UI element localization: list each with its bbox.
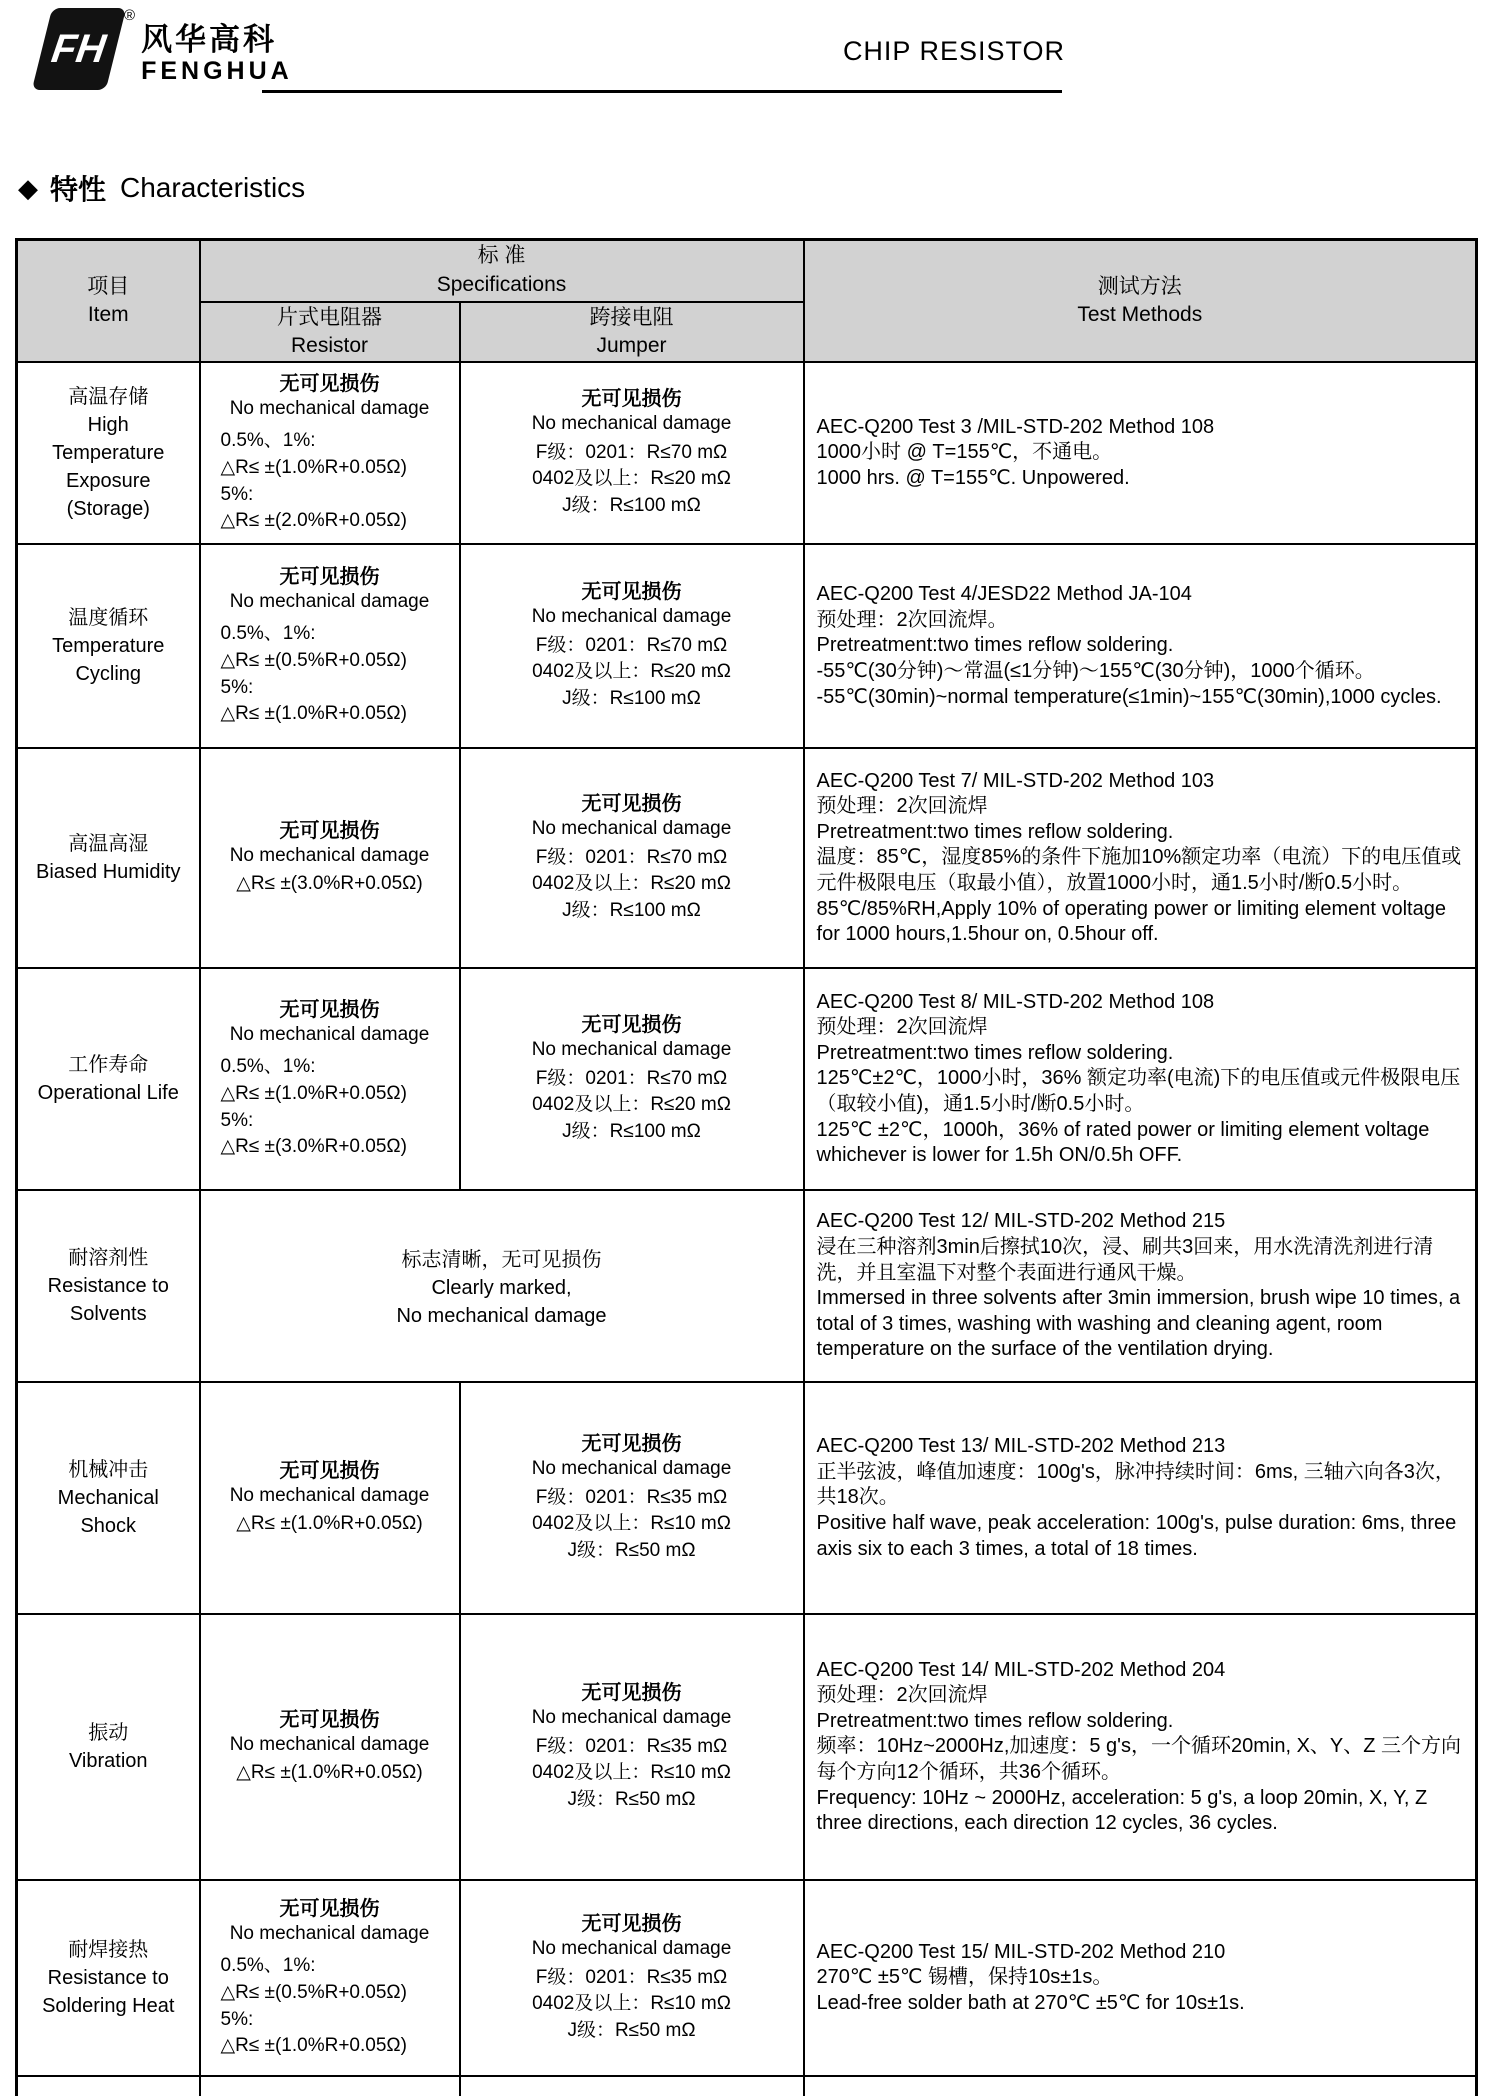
section-title-en: Characteristics <box>120 172 306 203</box>
test-methods-cell <box>804 1190 1477 1382</box>
col-header-item-cn: 项目 <box>87 274 130 298</box>
item-label: 机械冲击 Mechanical Shock <box>57 1459 159 1538</box>
test-methods-cell <box>804 2076 1477 2096</box>
jumper-spec-cell <box>460 748 804 968</box>
item-label: 工作寿命 Operational Life <box>37 1054 179 1105</box>
test-methods-cell <box>804 1880 1477 2076</box>
spec-head-en: No mechanical damage <box>229 397 430 419</box>
table-row-mechanical-shock <box>17 1382 1477 1614</box>
test-methods-cell <box>804 1382 1477 1614</box>
spec-head-cn: 无可见损伤 <box>581 1432 682 1455</box>
merged-spec-cell <box>200 1190 804 1382</box>
jumper-spec-cell <box>460 1382 804 1614</box>
logo-monogram: FH <box>49 26 109 71</box>
spec-head-cn: 无可见损伤 <box>581 792 682 815</box>
spec-limits: F级：0201：R≤35 mΩ 0402及以上：R≤10 mΩ J级：R≤50 mΩ <box>532 1735 731 1810</box>
table-row-vibration <box>17 1614 1477 1880</box>
spec-limits: F级：0201：R≤35 mΩ 0402及以上：R≤10 mΩ J级：R≤50 mΩ <box>532 1966 731 2041</box>
test-method-text: AEC-Q200 Test 15/ MIL-STD-202 Method 210 270℃ ±5℃ 锡槽，保持10s±1s。 Lead-free solder bath at 270℃ ±5℃ for 10s±1s. <box>816 1940 1245 2014</box>
item-cell <box>17 1382 200 1614</box>
spec-limits: 0.5%、1%: △R≤ ±(0.5%R+0.05Ω) 5%: △R≤ ±(1.0%R+0.05Ω) <box>220 623 407 725</box>
jumper-spec-cell <box>460 362 804 544</box>
test-method-text: AEC-Q200 Test 8/ MIL-STD-202 Method 108 预处理：2次回流焊 Pretreatment:two times reflow soldering. 125℃±2℃，1000小时，36% 额定功率(电流)下的电压值或元件极限电压（取较小值)，通1.5小时/断0.5小时。 125℃ ±2℃，1000h，36% of rated power or limiting element voltage whichever is lower for 1.5h ON/0.5h OFF. <box>816 990 1461 1167</box>
test-methods-cell <box>804 1614 1477 1880</box>
col-header-resistor <box>200 302 460 363</box>
spec-limits: F级：0201：R≤70 mΩ 0402及以上：R≤20 mΩ J级：R≤100 mΩ <box>532 441 731 516</box>
header-rule <box>262 90 1062 93</box>
fenghua-logo-icon <box>32 8 126 90</box>
spec-head-cn: 无可见损伤 <box>279 372 380 395</box>
test-method-text: AEC-Q200 Test 12/ MIL-STD-202 Method 215 浸在三种溶剂3min后擦拭10次，浸、刷共3回来，用水洗清洗剂进行清洗，并且室温下对整个表面进行通风干燥。 Immersed in three solvents after 3min immersion, brush wipe 10 times, a total of 3 times, washing with washing and cleaning agent, room temperature on the surface of the ventilation drying. <box>816 1210 1461 1361</box>
resistor-spec-cell <box>200 748 460 968</box>
spec-head-en: No mechanical damage <box>531 605 732 627</box>
table-row-resistance-to-solvents <box>17 1190 1477 1382</box>
spec-head-en: No mechanical damage <box>229 1484 430 1506</box>
item-cell <box>17 2076 200 2096</box>
col-header-test-methods <box>804 240 1477 363</box>
table-row-biased-humidity <box>17 748 1477 968</box>
item-cell <box>17 1880 200 2076</box>
resistor-spec-cell <box>200 544 460 748</box>
spec-head-en: No mechanical damage <box>531 1038 732 1060</box>
page-title: CHIP RESISTOR <box>842 36 1065 66</box>
jumper-spec-cell <box>460 544 804 748</box>
col-header-item-en: Item <box>87 303 129 327</box>
item-cell <box>17 544 200 748</box>
section-title <box>18 168 305 208</box>
spec-head-cn: 无可见损伤 <box>279 819 380 842</box>
col-header-jumper-en: Jumper <box>596 333 667 357</box>
test-methods-cell <box>804 544 1477 748</box>
col-header-resistor-en: Resistor <box>290 333 369 357</box>
resistor-spec-cell <box>200 1880 460 2076</box>
spec-limits: 标志清晰，无可见损伤 Clearly marked, No mechanical damage <box>396 1249 607 1328</box>
spec-head-en: No mechanical damage <box>531 1706 732 1728</box>
spec-head-en: No mechanical damage <box>229 590 430 612</box>
spec-head-cn: 无可见损伤 <box>581 1681 682 1704</box>
spec-head-en: No mechanical damage <box>531 1937 732 1959</box>
resistor-spec-cell <box>200 362 460 544</box>
spec-limits: △R≤ ±(1.0%R+0.05Ω) <box>236 1513 423 1535</box>
test-methods-cell <box>804 748 1477 968</box>
col-header-test-cn: 测试方法 <box>1097 274 1182 298</box>
spec-head-cn: 无可见损伤 <box>279 565 380 588</box>
item-cell <box>17 1614 200 1880</box>
test-method-text: AEC-Q200 Test 7/ MIL-STD-202 Method 103 预处理：2次回流焊 Pretreatment:two times reflow soldering. 温度：85℃，湿度85%的条件下施加10%额定功率（电流）下的电压值或元件极限电压（取最小值），放置1000小时，通1.5小时/断0.5小时。 85℃/85%RH,Apply 10% of operating power or limiting element voltage for 1000 hours,1.5hour on, 0.5hour off. <box>816 769 1462 946</box>
resistor-spec-cell <box>200 1382 460 1614</box>
spec-head-cn: 无可见损伤 <box>581 1013 682 1036</box>
jumper-spec-cell <box>460 2076 804 2096</box>
col-header-specifications <box>200 240 804 302</box>
spec-head-en: No mechanical damage <box>531 1457 732 1479</box>
test-methods-cell <box>804 968 1477 1190</box>
spec-head-en: No mechanical damage <box>229 1023 430 1045</box>
resistor-spec-cell <box>200 1614 460 1880</box>
item-label: 高温存储 High Temperature Exposure (Storage) <box>52 386 165 521</box>
item-label: 振动 Vibration <box>68 1722 148 1773</box>
spec-head-cn: 无可见损伤 <box>581 580 682 603</box>
test-method-text: AEC-Q200 Test 4/JESD22 Method JA-104 预处理：2次回流焊。 Pretreatment:two times reflow soldering. -55℃(30分钟)～常温(≤1分钟)～155℃(30分钟)，1000个循环。 -55℃(30min)~normal temperature(≤1min)~155℃(30min),1000 cycles. <box>816 583 1442 708</box>
spec-head-en: No mechanical damage <box>229 1922 430 1944</box>
brand-name-cn: 风华高科 <box>141 22 278 57</box>
table-row-operational-life <box>17 968 1477 1190</box>
spec-limits: △R≤ ±(1.0%R+0.05Ω) <box>236 1762 423 1784</box>
brand-name-en: FENGHUA <box>141 56 293 85</box>
col-header-jumper <box>460 302 804 363</box>
spec-head-cn: 无可见损伤 <box>581 1912 682 1935</box>
spec-limits: 0.5%、1%: △R≤ ±(1.0%R+0.05Ω) 5%: △R≤ ±(3.0%R+0.05Ω) <box>220 1056 407 1158</box>
col-header-spec-en: Specifications <box>436 272 567 296</box>
item-label: 耐溶剂性 Resistance to Solvents <box>47 1247 169 1326</box>
table-row-high-temp-exposure <box>17 362 1477 544</box>
spec-head-cn: 无可见损伤 <box>279 1897 380 1920</box>
brand-text <box>141 22 293 85</box>
col-header-spec-cn: 标 准 <box>477 244 526 268</box>
spec-limits: 0.5%、1%: △R≤ ±(0.5%R+0.05Ω) 5%: △R≤ ±(1.0%R+0.05Ω) <box>220 1955 407 2057</box>
col-header-jumper-cn: 跨接电阻 <box>589 305 674 329</box>
spec-head-en: No mechanical damage <box>229 1733 430 1755</box>
col-header-test-en: Test Methods <box>1077 303 1203 327</box>
spec-limits: F级：0201：R≤70 mΩ 0402及以上：R≤20 mΩ J级：R≤100 mΩ <box>532 846 731 921</box>
col-header-resistor-cn: 片式电阻器 <box>277 305 382 329</box>
test-method-text: AEC-Q200 Test 13/ MIL-STD-202 Method 213 正半弦波，峰值加速度：100g's，脉冲持续时间：6ms, 三轴六向各3次，共18次。 Positive half wave, peak acceleration: 100g's, pulse duration: 6ms, three axis six to each 3 times, a total of 18 times. <box>816 1435 1457 1560</box>
test-method-text: AEC-Q200 Test 14/ MIL-STD-202 Method 204 预处理：2次回流焊 Pretreatment:two times reflow soldering. 频率：10Hz~2000Hz,加速度：5 g's，一个循环20min, X、Y、Z 三个方向每个方向12个循环，共36个循环。 Frequency: 10Hz ~ 2000Hz, acceleration: 5 g's, a loop 20min, X, Y, Z three directions, each direction 12 cycles, 36 cycles. <box>816 1658 1462 1835</box>
resistor-spec-cell <box>200 2076 460 2096</box>
spec-limits: F级：0201：R≤70 mΩ 0402及以上：R≤20 mΩ J级：R≤100 mΩ <box>532 1067 731 1142</box>
spec-limits: F级：0201：R≤35 mΩ 0402及以上：R≤10 mΩ J级：R≤50 mΩ <box>532 1486 731 1561</box>
registered-trademark-icon: ® <box>124 7 136 24</box>
characteristics-table <box>15 238 1478 2096</box>
spec-head-cn: 无可见损伤 <box>279 1708 380 1731</box>
spec-limits: △R≤ ±(3.0%R+0.05Ω) <box>236 873 423 895</box>
diamond-icon: ◆ <box>18 172 38 203</box>
spec-limits: 0.5%、1%: △R≤ ±(1.0%R+0.05Ω) 5%: △R≤ ±(2.0%R+0.05Ω) <box>220 430 407 532</box>
jumper-spec-cell <box>460 1614 804 1880</box>
spec-limits: F级：0201：R≤70 mΩ 0402及以上：R≤20 mΩ J级：R≤100 mΩ <box>532 634 731 709</box>
table-row-temperature-cycling <box>17 544 1477 748</box>
item-label: 高温高湿 Biased Humidity <box>35 833 181 884</box>
spec-head-cn: 无可见损伤 <box>279 998 380 1021</box>
col-header-item <box>17 240 200 363</box>
fenghua-logo <box>42 8 293 90</box>
resistor-spec-cell <box>200 968 460 1190</box>
jumper-spec-cell <box>460 1880 804 2076</box>
item-cell <box>17 748 200 968</box>
item-cell <box>17 362 200 544</box>
item-cell <box>17 1190 200 1382</box>
spec-head-cn: 无可见损伤 <box>581 387 682 410</box>
jumper-spec-cell <box>460 968 804 1190</box>
spec-head-en: No mechanical damage <box>229 844 430 866</box>
spec-head-en: No mechanical damage <box>531 817 732 839</box>
test-method-text: AEC-Q200 Test 3 /MIL-STD-202 Method 108 1000小时 @ T=155℃，不通电。 1000 hrs. @ T=155℃. Unpowered. <box>816 415 1215 489</box>
item-label: 耐焊接热 Resistance to Soldering Heat <box>42 1939 175 2018</box>
section-title-cn: 特性 <box>50 174 107 205</box>
table-header-row-1 <box>17 240 1477 302</box>
item-cell <box>17 968 200 1190</box>
spec-head-cn: 无可见损伤 <box>279 1459 380 1482</box>
table-row-resistance-to-soldering-heat <box>17 1880 1477 2076</box>
test-methods-cell <box>804 362 1477 544</box>
spec-head-en: No mechanical damage <box>531 412 732 434</box>
item-label: 温度循环 Temperature Cycling <box>52 607 165 686</box>
table-row-partial <box>17 2076 1477 2096</box>
